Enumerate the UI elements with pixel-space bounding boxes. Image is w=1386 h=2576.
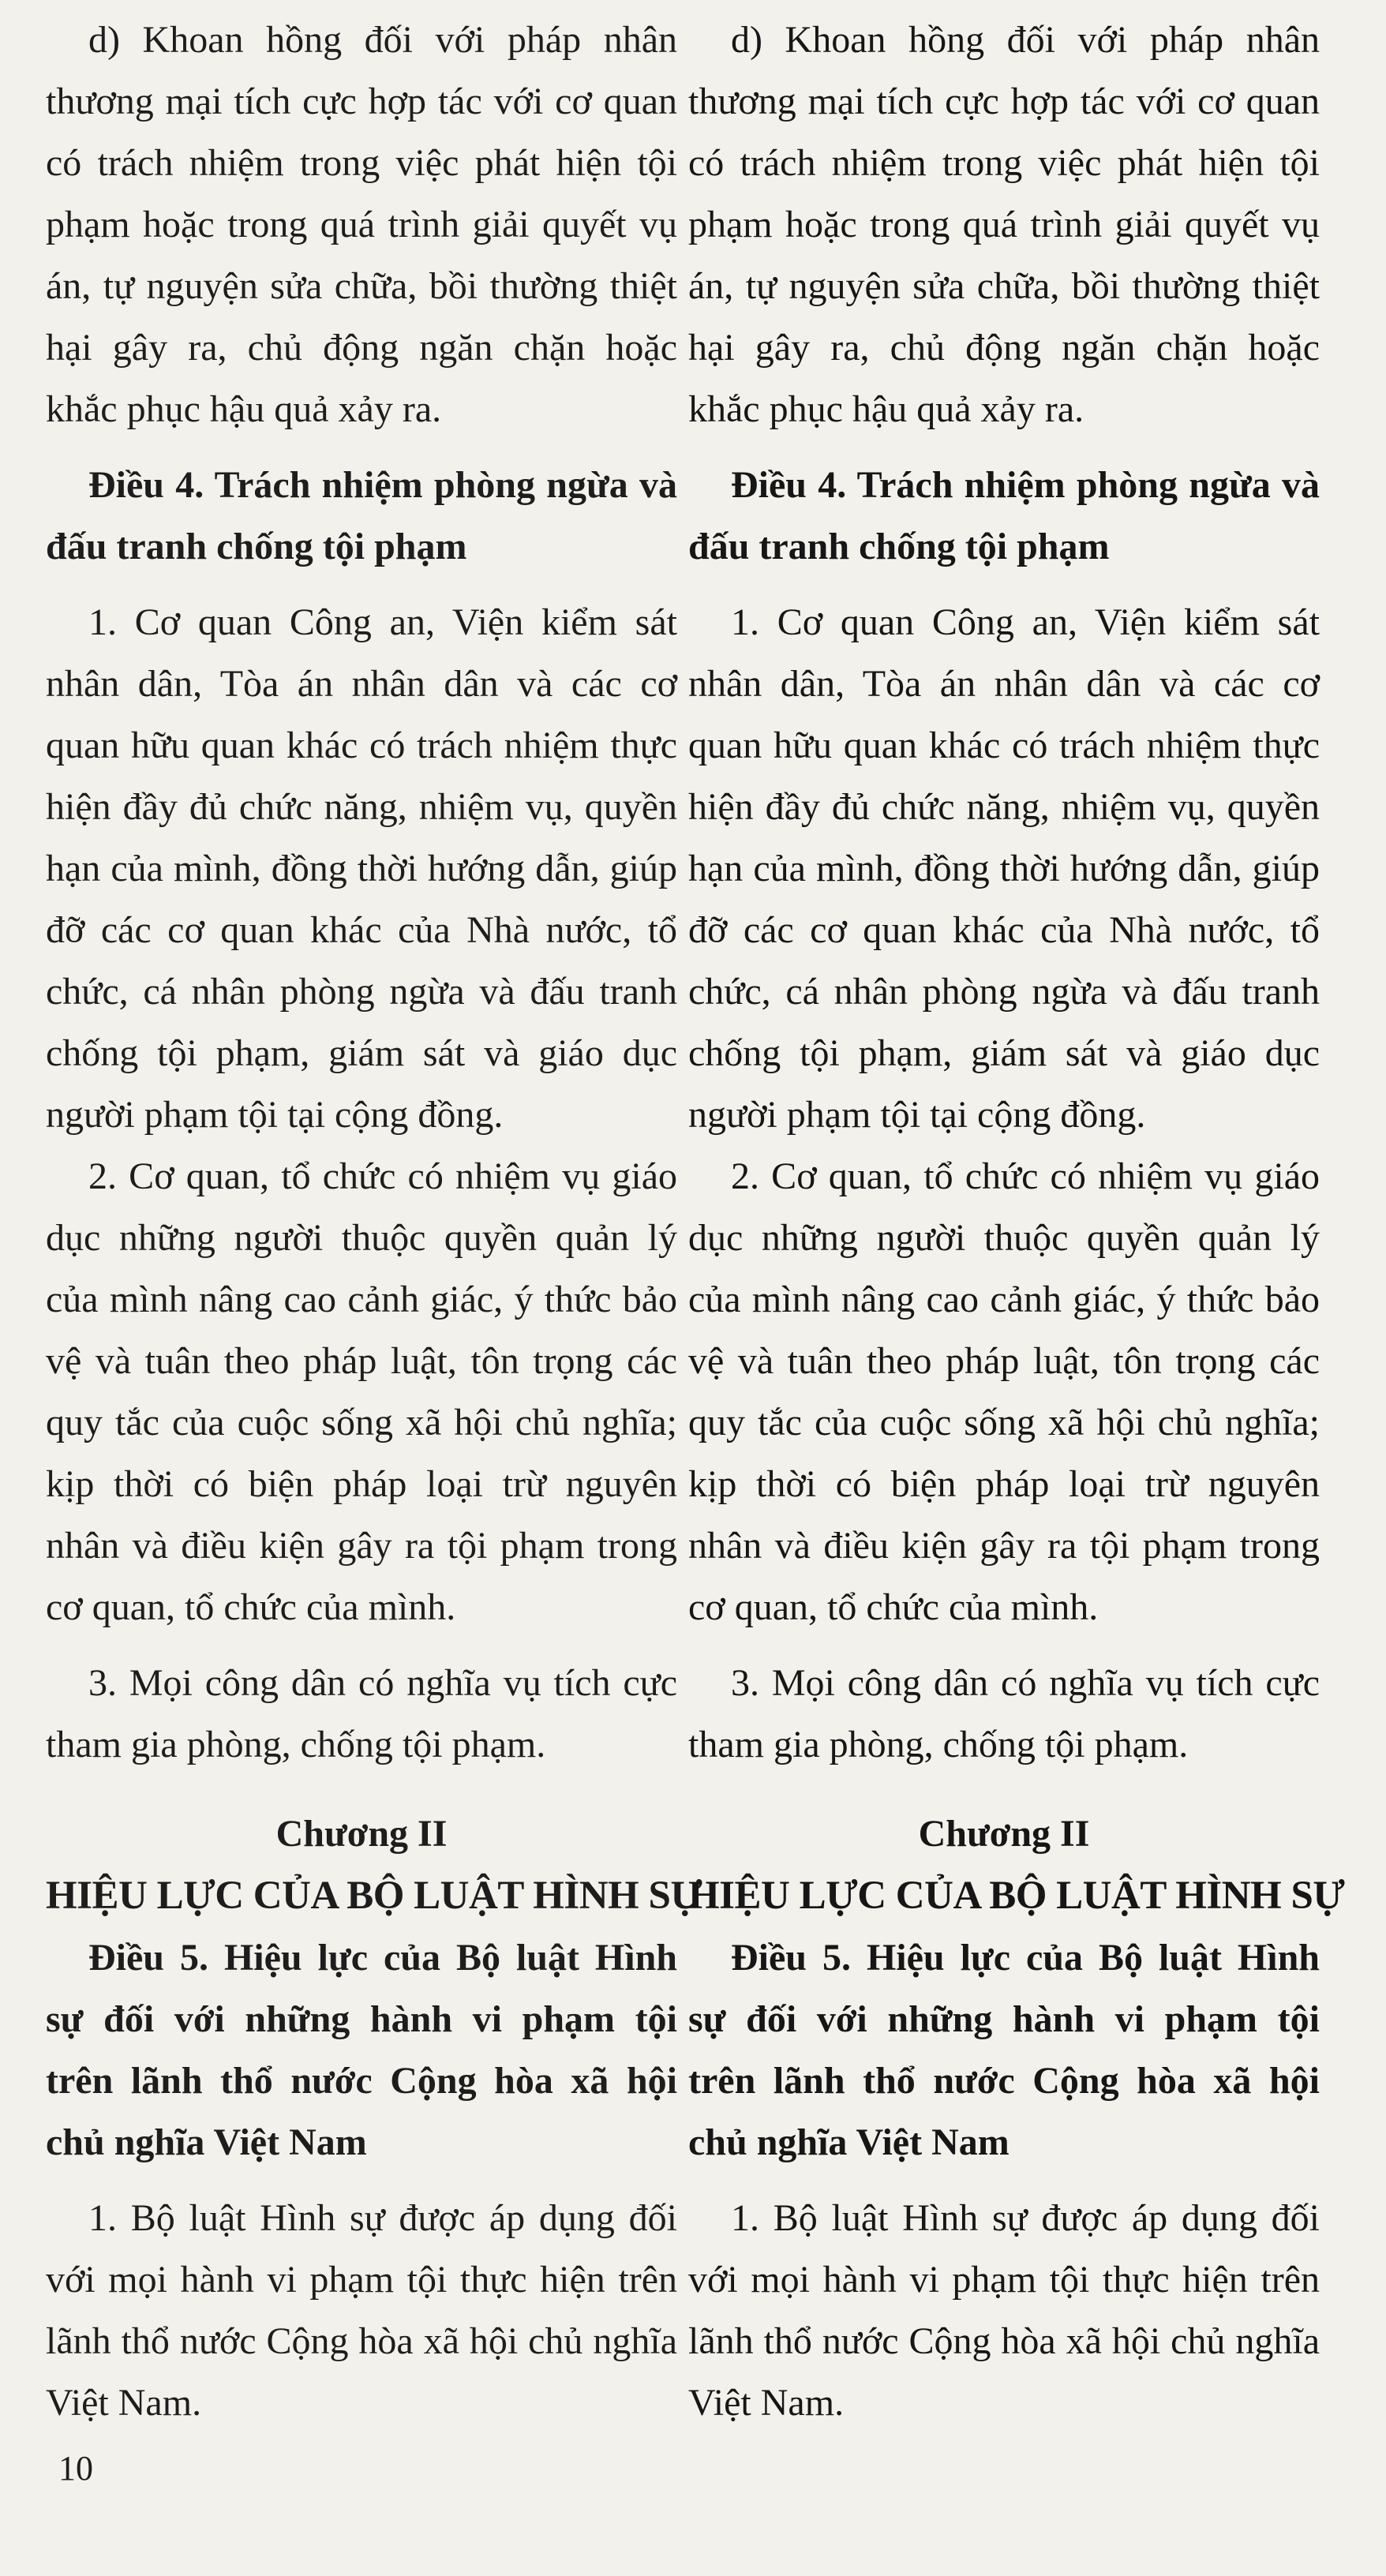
article-4-title: Điều 4. Trách nhiệm phòng ngừa và đấu tranh chống tội phạm (46, 464, 677, 567)
chapter-label: Chương II (275, 1813, 448, 1855)
article-5-title: Điều 5. Hiệu lực của Bộ luật Hình sự đối với những hành vi phạm tội trên lãnh thổ nước Cộng hòa xã hội chủ nghĩa Việt Nam (688, 1937, 1320, 2163)
article-4-clause-2: 2. Cơ quan, tổ chức có nhiệm vụ giáo dục những người thuộc quyền quản lý của mình nâng cao cảnh giác, ý thức bảo vệ và tuân theo pháp luật, tôn trọng các quy tắc của cuộc sống xã hội chủ nghĩa; kịp thời có biện pháp loại trừ nguyên nhân và điều kiện gây ra tội phạm trong cơ quan, tổ chức của mình. (688, 1155, 1320, 1628)
article-5-clause-1: 1. Bộ luật Hình sự được áp dụng đối với mọi hành vi phạm tội thực hiện trên lãnh thổ nước Cộng hòa xã hội chủ nghĩa Việt Nam. (688, 2197, 1320, 2424)
clause-d: d) Khoan hồng đối với pháp nhân thương mại tích cực hợp tác với cơ quan có trách nhiệm trong việc phát hiện tội phạm hoặc trong quá trình giải quyết vụ án, tự nguyện sửa chữa, bồi thường thiệt hại gây ra, chủ động ngăn chặn hoặc khắc phục hậu quả xảy ra. (46, 19, 677, 430)
chapter-title: HIỆU LỰC CỦA BỘ LUẬT HÌNH SỰ (46, 1874, 702, 1918)
article-4-title: Điều 4. Trách nhiệm phòng ngừa và đấu tranh chống tội phạm (688, 464, 1320, 567)
article-5-clause-1: 1. Bộ luật Hình sự được áp dụng đối với mọi hành vi phạm tội thực hiện trên lãnh thổ nước Cộng hòa xã hội chủ nghĩa Việt Nam. (46, 2197, 677, 2424)
page-number: 10 (58, 2449, 93, 2488)
chapter-label: Chương II (918, 1813, 1090, 1855)
chapter-title: HIỆU LỰC CỦA BỘ LUẬT HÌNH SỰ (688, 1874, 1345, 1918)
article-4-clause-1: 1. Cơ quan Công an, Viện kiểm sát nhân dân, Tòa án nhân dân và các cơ quan hữu quan khác có trách nhiệm thực hiện đầy đủ chức năng, nhiệm vụ, quyền hạn của mình, đồng thời hướng dẫn, giúp đỡ các cơ quan khác của Nhà nước, tổ chức, cá nhân phòng ngừa và đấu tranh chống tội phạm, giám sát và giáo dục người phạm tội tại cộng đồng. (688, 601, 1320, 1136)
article-4-clause-1: 1. Cơ quan Công an, Viện kiểm sát nhân dân, Tòa án nhân dân và các cơ quan hữu quan khác có trách nhiệm thực hiện đầy đủ chức năng, nhiệm vụ, quyền hạn của mình, đồng thời hướng dẫn, giúp đỡ các cơ quan khác của Nhà nước, tổ chức, cá nhân phòng ngừa và đấu tranh chống tội phạm, giám sát và giáo dục người phạm tội tại cộng đồng. (46, 601, 677, 1136)
article-4-clause-3: 3. Mọi công dân có nghĩa vụ tích cực tham gia phòng, chống tội phạm. (688, 1662, 1320, 1765)
article-4-clause-3: 3. Mọi công dân có nghĩa vụ tích cực tham gia phòng, chống tội phạm. (46, 1662, 677, 1765)
left-column (46, 9, 702, 2434)
right-column (688, 9, 1345, 2434)
article-4-clause-2: 2. Cơ quan, tổ chức có nhiệm vụ giáo dục những người thuộc quyền quản lý của mình nâng cao cảnh giác, ý thức bảo vệ và tuân theo pháp luật, tôn trọng các quy tắc của cuộc sống xã hội chủ nghĩa; kịp thời có biện pháp loại trừ nguyên nhân và điều kiện gây ra tội phạm trong cơ quan, tổ chức của mình. (46, 1155, 677, 1628)
clause-d: d) Khoan hồng đối với pháp nhân thương mại tích cực hợp tác với cơ quan có trách nhiệm trong việc phát hiện tội phạm hoặc trong quá trình giải quyết vụ án, tự nguyện sửa chữa, bồi thường thiệt hại gây ra, chủ động ngăn chặn hoặc khắc phục hậu quả xảy ra. (688, 19, 1320, 430)
article-5-title: Điều 5. Hiệu lực của Bộ luật Hình sự đối với những hành vi phạm tội trên lãnh thổ nước Cộng hòa xã hội chủ nghĩa Việt Nam (46, 1937, 677, 2163)
